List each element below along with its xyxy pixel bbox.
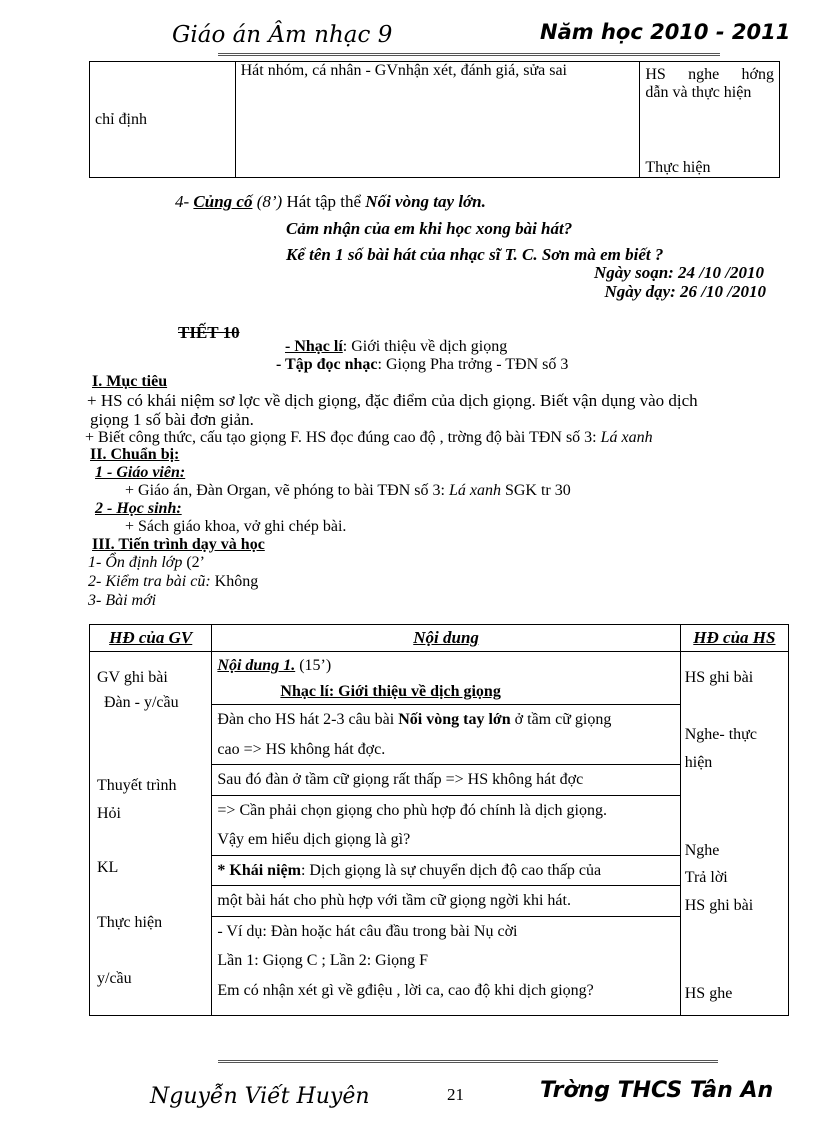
tien-trinh-step-1: 1- Ổn định lớp (2’ bbox=[88, 554, 205, 571]
main-table bbox=[89, 624, 789, 1016]
gv-column: GV ghi bài Đàn - y/cầu Thuyết trình Hỏi KL Thực hiện y/cầu bbox=[90, 652, 212, 1016]
content-line-8: - Ví dụ: Đàn hoặc hát câu đầu trong bài Nụ cời bbox=[212, 916, 679, 947]
content-line-6: * Khái niệm: Dịch giọng là sự chuyển dịch độ cao thấp của bbox=[212, 855, 679, 886]
cung-co-line: 4- Củng cố (8’) Hát tập thể Nối vòng tay lớn. bbox=[175, 192, 486, 211]
muc-tieu-heading: I. Mục tiêu bbox=[92, 373, 168, 390]
header-hs: HĐ của HS bbox=[680, 625, 788, 652]
content-line-9: Lần 1: Giọng C ; Lần 2: Giọng F bbox=[217, 952, 429, 969]
header-right: Năm học 2010 - 2011 bbox=[540, 20, 791, 44]
cung-co-question-2: Kể tên 1 số bài hát của nhạc sĩ T. C. Sơn mà em biết ? bbox=[286, 245, 664, 264]
tien-trinh-step-2: 2- Kiểm tra bài cũ: Không bbox=[88, 573, 259, 590]
ngay-soan: Ngày soạn: 24 /10 /2010 bbox=[594, 263, 764, 282]
header-noi-dung: Nội dung bbox=[212, 625, 680, 652]
header-left: Giáo án Âm nhạc 9 bbox=[172, 22, 393, 48]
top-table bbox=[89, 61, 780, 178]
content-line-5: Vậy em hiểu dịch giọng là gì? bbox=[217, 831, 411, 848]
hoc-sinh-text: + Sách giáo khoa, vở ghi chép bài. bbox=[125, 518, 347, 535]
noi-dung-title: Nội dung 1. (15’) bbox=[217, 657, 332, 674]
tiet-item-2: - Tập đọc nhạc: Giọng Pha trởng - TĐN số 3 bbox=[276, 356, 569, 373]
ngay-day: Ngày dạy: 26 /10 /2010 bbox=[604, 282, 766, 301]
hs-column: HS ghi bài Nghe- thực hiện Nghe Trả lời HS ghi bài HS ghe bbox=[680, 652, 788, 1016]
hoc-sinh-heading: 2 - Học sinh: bbox=[95, 500, 182, 517]
footer-author: Nguyễn Viết Huyên bbox=[150, 1084, 370, 1109]
muc-tieu-line-3: + Biết công thức, cấu tạo giọng F. HS đọc đúng cao độ , trờng độ bài TĐN số 3: Lá xanh bbox=[85, 429, 653, 446]
tien-trinh-heading: III. Tiến trình dạy và học bbox=[92, 536, 265, 553]
muc-tieu-line-1: + HS có khái niệm sơ lợc về dịch giọng, đặc điểm của dịch giọng. Biết vận dụng vào dịch bbox=[87, 391, 698, 410]
cung-co-question-1: Cảm nhận của em khi học xong bài hát? bbox=[286, 219, 573, 238]
header-divider bbox=[218, 53, 720, 56]
tiet-item-1: - Nhạc lí: Giới thiệu về dịch giọng bbox=[285, 338, 508, 355]
content-line-4: => Cần phải chọn giọng cho phù hợp đó chính là dịch giọng. bbox=[212, 795, 679, 826]
top-table-col2: Hát nhóm, cá nhân - GVnhận xét, đánh giá, sửa sai bbox=[235, 62, 640, 178]
content-line-7: một bài hát cho phù hợp với tầm cữ giọng ngời khi hát. bbox=[212, 885, 679, 916]
muc-tieu-line-2: giọng 1 số bài đơn giản. bbox=[90, 410, 254, 429]
giao-vien-text: + Giáo án, Đàn Organ, vẽ phóng to bài TĐN số 3: Lá xanh SGK tr 30 bbox=[125, 482, 571, 499]
content-line-3: Sau đó đàn ở tầm cữ giọng rất thấp => HS không hát đợc bbox=[212, 764, 679, 795]
content-line-2: cao => HS không hát đợc. bbox=[217, 740, 386, 758]
page-number: 21 bbox=[447, 1085, 464, 1104]
footer-divider bbox=[218, 1060, 718, 1063]
cung-co-label: Củng cố bbox=[193, 192, 253, 211]
tien-trinh-step-3: 3- Bài mới bbox=[88, 592, 157, 609]
chuan-bi-heading: II. Chuẩn bị: bbox=[90, 446, 180, 463]
top-table-col3: HS nghe hớng dẫn và thực hiện Thực hiện bbox=[640, 62, 780, 178]
footer-school: Trờng THCS Tân An bbox=[540, 1078, 774, 1103]
tiet-title: TIẾT 10 bbox=[178, 323, 240, 342]
top-table-col1: chỉ định bbox=[90, 62, 236, 178]
content-line-1: Đàn cho HS hát 2-3 câu bài Nối vòng tay lớn ở tầm cữ giọng bbox=[212, 704, 679, 735]
header-gv: HĐ của GV bbox=[90, 625, 212, 652]
giao-vien-heading: 1 - Giáo viên: bbox=[95, 464, 186, 481]
content-line-10: Em có nhận xét gì về gđiệu , lời ca, cao độ khi dịch giọng? bbox=[217, 981, 594, 999]
noi-dung-sub: Nhạc lí: Giới thiệu về dịch giọng bbox=[280, 683, 501, 700]
noi-dung-column bbox=[212, 652, 680, 1016]
